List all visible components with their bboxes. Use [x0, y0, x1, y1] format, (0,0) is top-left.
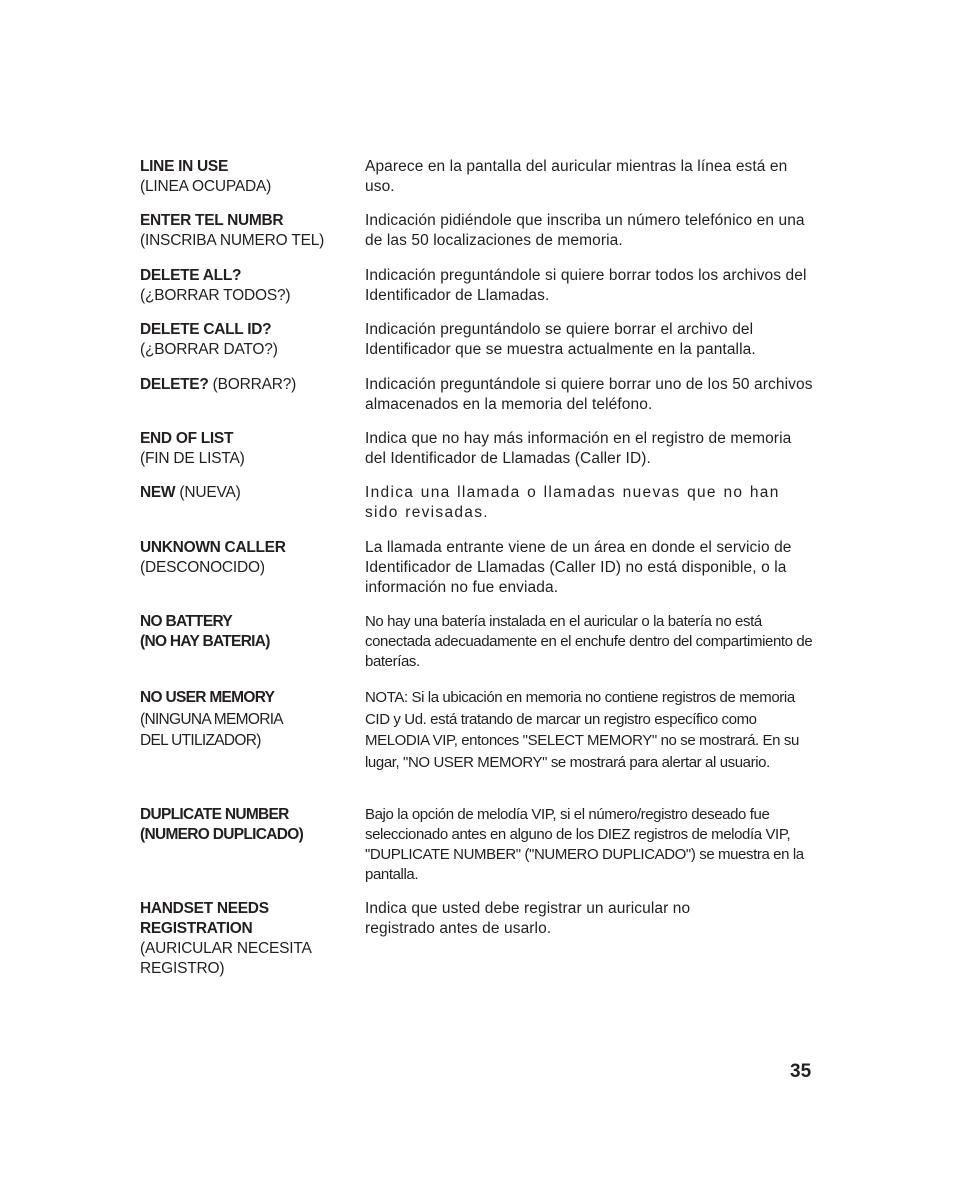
- term: [140, 266, 355, 306]
- term: [140, 483, 355, 503]
- term-english: NO USER MEMORY: [140, 689, 275, 706]
- term-spanish: (NINGUNA MEMORIA DEL UTILIZADOR): [140, 710, 283, 749]
- term-english: DUPLICATE NUMBER: [140, 806, 289, 823]
- description: Indicación pidiéndole que inscriba un número telefónico en una de las 50 localizaciones de memoria.: [365, 212, 805, 249]
- term-spanish: (NO HAY BATERIA): [140, 633, 270, 650]
- description: NOTA: Si la ubicación en memoria no contiene registros de memoria CID y Ud. está tratando de marcar un registro específico como MELODIA VIP, entonces "SELECT MEMORY" no se mostrará. En su lugar, "NO USER MEMORY" se mostrará para alertar al usuario.: [365, 689, 799, 771]
- term: [140, 211, 355, 251]
- term: [140, 157, 355, 197]
- description: Bajo la opción de melodía VIP, si el número/registro deseado fue seleccionado antes en alguno de los DIEZ registros de melodía VIP, "DUPLICATE NUMBER" ("NUMERO DUPLICADO") se muestra en la pantalla.: [365, 806, 804, 883]
- term-spanish: (FIN DE LISTA): [140, 450, 245, 467]
- description: Indicación preguntándolo se quiere borrar el archivo del Identificador que se muestra actualmente en la pantalla.: [365, 321, 756, 358]
- term-english: NEW: [140, 484, 176, 501]
- term: [140, 899, 355, 979]
- term: [140, 429, 355, 469]
- term-spanish: (¿BORRAR TODOS?): [140, 287, 291, 304]
- term-english: DELETE CALL ID?: [140, 321, 272, 338]
- description: No hay una batería instalada en el auricular o la batería no está conectada adecuadamente en el enchufe dentro del compartimiento de baterías.: [365, 613, 813, 670]
- term-english: END OF LIST: [140, 430, 234, 447]
- term-english: DELETE?: [140, 376, 209, 393]
- description: Indica que no hay más información en el registro de memoria del Identificador de Llamadas (Caller ID).: [365, 430, 792, 467]
- term-spanish: (AURICULAR NECESITA REGISTRO): [140, 940, 311, 977]
- description: Aparece en la pantalla del auricular mientras la línea está en uso.: [365, 158, 788, 195]
- description: La llamada entrante viene de un área en donde el servicio de Identificador de Llamadas (Caller ID) no está disponible, o la información no fue enviada.: [365, 539, 792, 596]
- term: [140, 805, 355, 845]
- term-english: HANDSET NEEDS REGISTRATION: [140, 900, 269, 937]
- term-spanish: (LINEA OCUPADA): [140, 178, 272, 195]
- term: [140, 612, 355, 652]
- term-spanish: (NUEVA): [175, 484, 241, 501]
- page-number: 35: [790, 1061, 812, 1082]
- term-english: DELETE ALL?: [140, 267, 242, 284]
- term: [140, 320, 355, 360]
- term-spanish: (NUMERO DUPLICADO): [140, 826, 304, 843]
- description: Indica una llamada o llamadas nuevas que no han sido revisadas.: [365, 484, 780, 521]
- description: Indica que usted debe registrar un auricular no registrado antes de usarlo.: [365, 900, 691, 937]
- term-english: UNKNOWN CALLER: [140, 539, 286, 556]
- term: [140, 687, 355, 752]
- term-spanish: (DESCONOCIDO): [140, 559, 265, 576]
- term-english: ENTER TEL NUMBR: [140, 212, 284, 229]
- term: [140, 375, 355, 395]
- term-english: NO BATTERY: [140, 613, 233, 630]
- term-english: LINE IN USE: [140, 158, 228, 175]
- description: Indicación preguntándole si quiere borrar todos los archivos del Identificador de Llamadas.: [365, 267, 807, 304]
- term-spanish: (¿BORRAR DATO?): [140, 341, 278, 358]
- description: Indicación preguntándole si quiere borrar uno de los 50 archivos almacenados en la memoria del teléfono.: [365, 376, 813, 413]
- term-spanish: (BORRAR?): [208, 376, 297, 393]
- term: [140, 538, 355, 578]
- term-spanish: (INSCRIBA NUMERO TEL): [140, 232, 325, 249]
